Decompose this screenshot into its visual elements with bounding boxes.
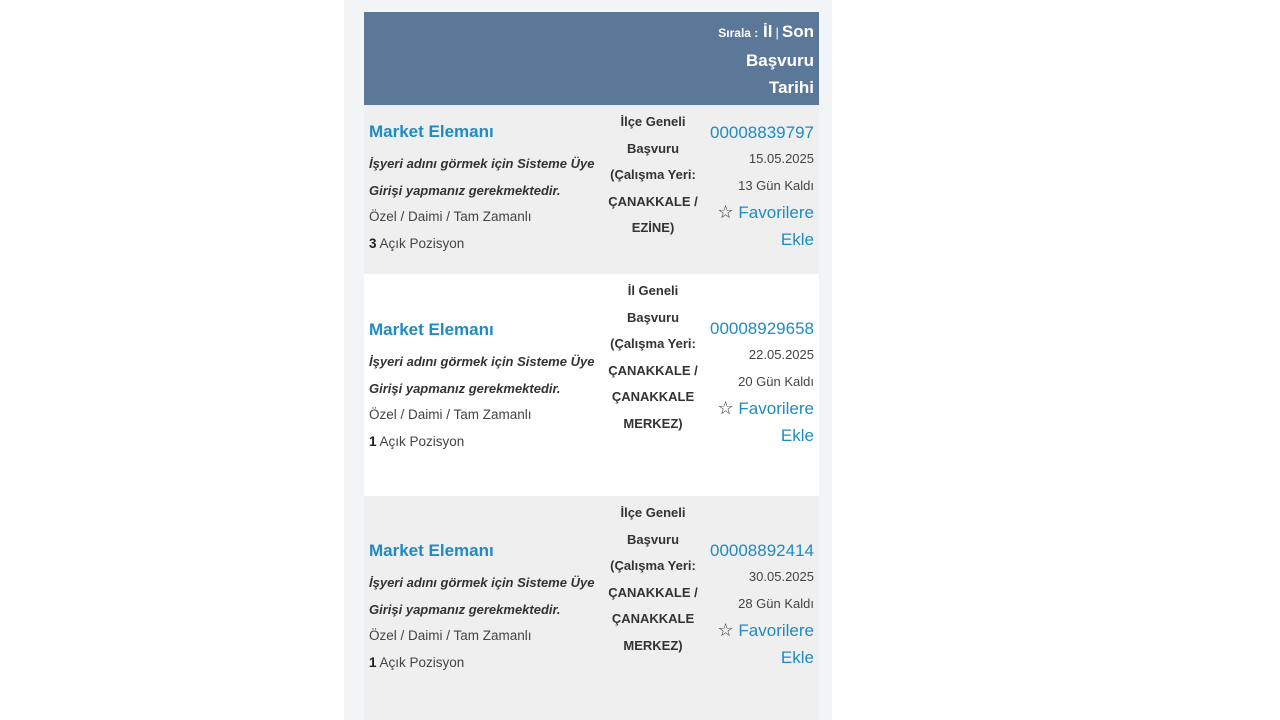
listing-meta bbox=[696, 317, 814, 449]
add-to-favorites-button[interactable] bbox=[696, 617, 814, 671]
positions-count: 1 bbox=[369, 433, 377, 449]
listing-meta bbox=[696, 539, 814, 671]
add-to-favorites-button[interactable] bbox=[696, 199, 814, 253]
listing-meta bbox=[696, 121, 814, 253]
open-positions bbox=[369, 231, 604, 258]
employer-hidden-notice: İşyeri adını görmek için Sisteme Üye Girişi yapmanız gerekmektedir. bbox=[369, 575, 595, 617]
positions-count: 1 bbox=[369, 654, 377, 670]
listing-info bbox=[369, 540, 604, 676]
favorites-label: Favorilere Ekle bbox=[738, 621, 814, 667]
job-type: Özel / Daimi / Tam Zamanlı bbox=[369, 209, 532, 224]
work-location: İlçe Geneli Başvuru (Çalışma Yeri: ÇANAKKALE / ÇANAKKALE MERKEZ) bbox=[608, 505, 698, 653]
employer-hidden-notice: İşyeri adını görmek için Sisteme Üye Girişi yapmanız gerekmektedir. bbox=[369, 354, 595, 396]
listing-info bbox=[369, 121, 604, 257]
favorites-label: Favorilere Ekle bbox=[738, 399, 814, 445]
job-listing-panel bbox=[364, 12, 819, 720]
star-outline-icon: ☆ bbox=[717, 202, 734, 222]
open-positions bbox=[369, 650, 604, 677]
positions-label: Açık Pozisyon bbox=[379, 654, 465, 670]
sort-controls bbox=[702, 18, 814, 101]
sort-label: Sırala : bbox=[718, 26, 759, 40]
work-location: İl Geneli Başvuru (Çalışma Yeri: ÇANAKKALE / ÇANAKKALE MERKEZ) bbox=[608, 283, 698, 431]
job-listing-row bbox=[364, 496, 819, 720]
open-positions bbox=[369, 429, 604, 456]
listing-reference-link[interactable]: 00008839797 bbox=[709, 123, 814, 142]
days-remaining: 28 Gün Kaldı bbox=[738, 596, 814, 611]
job-type: Özel / Daimi / Tam Zamanlı bbox=[369, 407, 532, 422]
job-listing-row bbox=[364, 105, 819, 274]
deadline-date: 15.05.2025 bbox=[748, 151, 814, 166]
star-outline-icon: ☆ bbox=[717, 620, 734, 640]
job-type: Özel / Daimi / Tam Zamanlı bbox=[369, 628, 532, 643]
positions-label: Açık Pozisyon bbox=[379, 235, 465, 251]
listing-reference-link[interactable]: 00008929658 bbox=[709, 319, 814, 338]
listing-reference-link[interactable]: 00008892414 bbox=[709, 541, 814, 560]
sort-by-il-link[interactable]: İl bbox=[763, 22, 773, 41]
deadline-date: 30.05.2025 bbox=[748, 569, 814, 584]
add-to-favorites-button[interactable] bbox=[696, 395, 814, 449]
positions-count: 3 bbox=[369, 235, 377, 251]
listing-info bbox=[369, 319, 604, 455]
list-header bbox=[364, 12, 819, 105]
job-title-link[interactable]: Market Elemanı bbox=[369, 320, 494, 339]
days-remaining: 20 Gün Kaldı bbox=[738, 374, 814, 389]
job-listing-row bbox=[364, 274, 819, 496]
employer-hidden-notice: İşyeri adını görmek için Sisteme Üye Girişi yapmanız gerekmektedir. bbox=[369, 156, 595, 198]
star-outline-icon: ☆ bbox=[717, 398, 734, 418]
work-location: İlçe Geneli Başvuru (Çalışma Yeri: ÇANAKKALE / EZİNE) bbox=[608, 114, 698, 235]
favorites-label: Favorilere Ekle bbox=[738, 203, 814, 249]
job-title-link[interactable]: Market Elemanı bbox=[369, 541, 494, 560]
job-title-link[interactable]: Market Elemanı bbox=[369, 122, 494, 141]
deadline-date: 22.05.2025 bbox=[748, 347, 814, 362]
sort-by-deadline-link[interactable]: Son Başvuru Tarihi bbox=[745, 22, 814, 97]
positions-label: Açık Pozisyon bbox=[379, 433, 465, 449]
sort-separator: | bbox=[775, 25, 779, 40]
days-remaining: 13 Gün Kaldı bbox=[738, 178, 814, 193]
